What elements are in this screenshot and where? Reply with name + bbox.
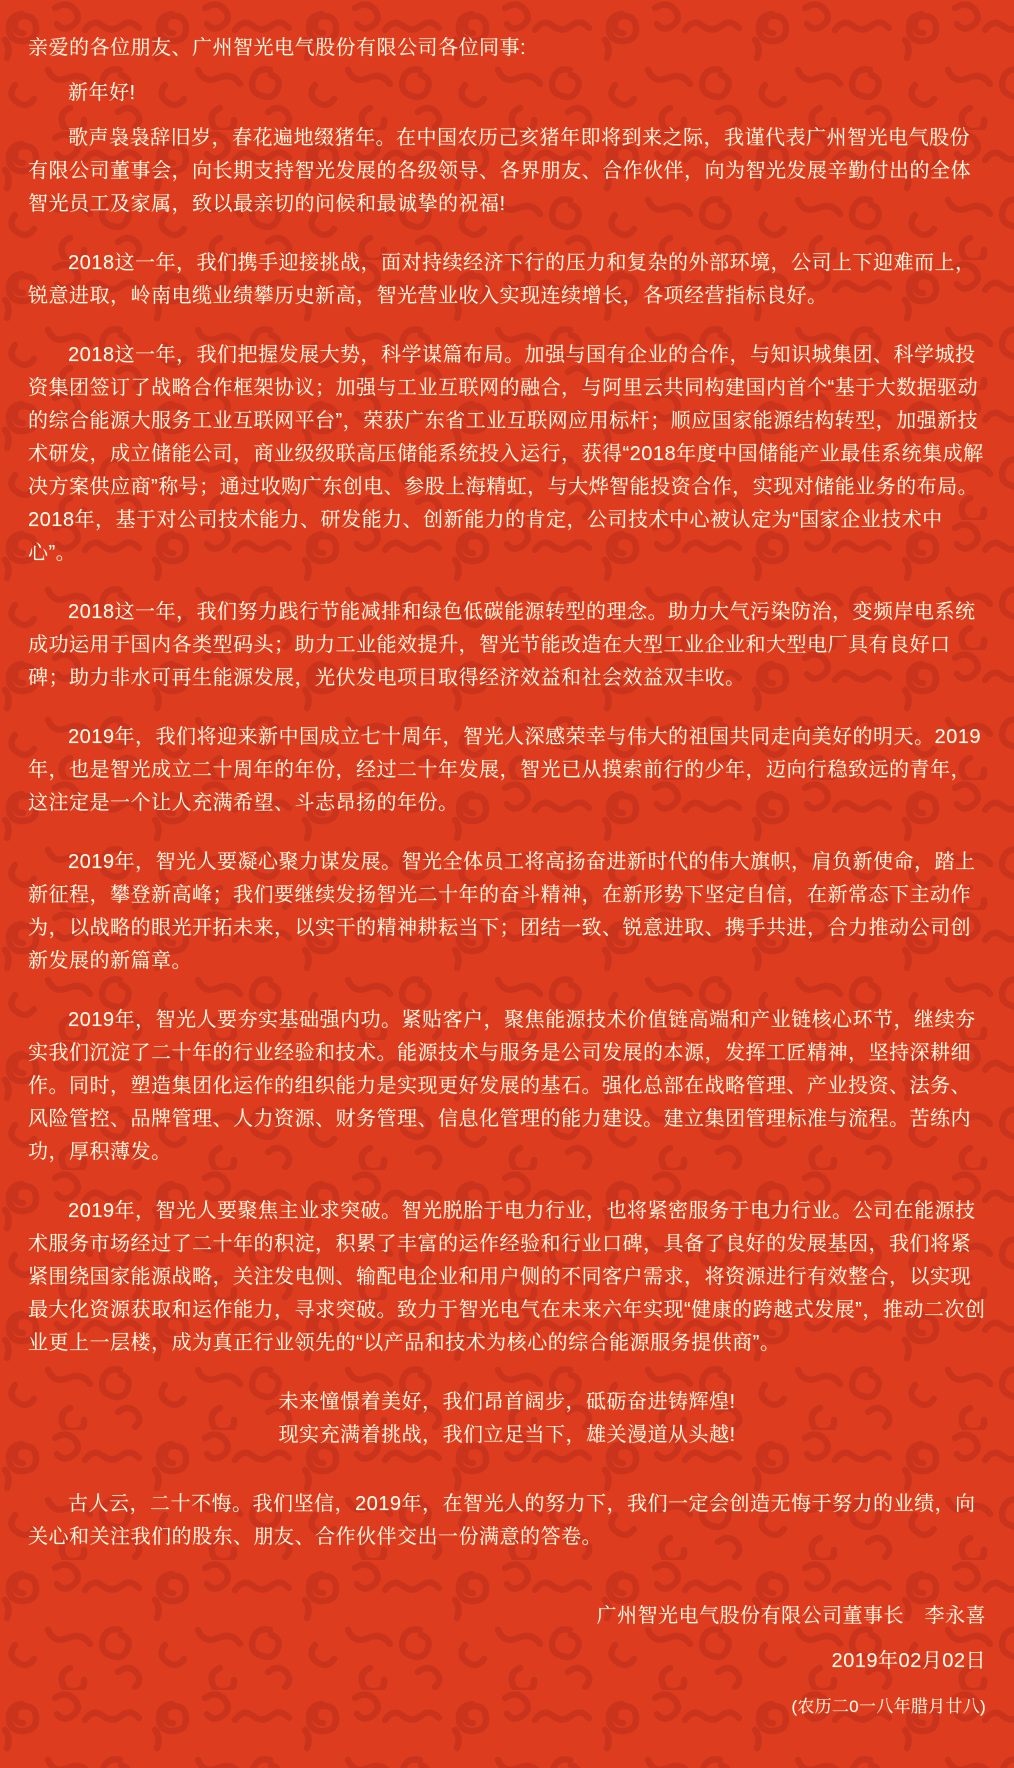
signature-date: 2019年02月02日 — [831, 1650, 986, 1672]
slogan-line-reality: 现实充满着挑战，我们立足当下，雄关漫道从头越! — [278, 1424, 736, 1446]
slogan-line-future: 未来憧憬着美好，我们昂首阔步，砥砺奋进铸辉煌! — [278, 1391, 736, 1413]
signature-lunar-date: (农历二0一八年腊月廿八) — [791, 1697, 986, 1716]
signature-signer: 广州智光电气股份有限公司董事长 李永喜 — [596, 1605, 986, 1627]
paragraph-2018-green-energy: 2018这一年，我们努力践行节能减排和绿色低碳能源转型的理念。助力大气污染防治，变频岸电系统成功运用于国内各类型码头；助力工业能效提升，智光节能改造在大型工业企业和大型电厂具有良好口碑；助力非水可再生能源发展，光伏发电项目取得经济效益和社会效益双丰收。 — [28, 601, 976, 689]
paragraph-2018-results: 2018这一年，我们携手迎接挑战，面对持续经济下行的压力和复杂的外部环境，公司上下迎难而上，锐意进取，岭南电缆业绩攀历史新高，智光营业收入实现连续增长，各项经营指标良好。 — [28, 252, 976, 307]
signature-block — [28, 1600, 986, 1723]
slogan-block — [28, 1386, 986, 1452]
paragraph-2019-anniversary: 2019年，我们将迎来新中国成立七十周年，智光人深感荣幸与伟大的祖国共同走向美好的明天。2019年，也是智光成立二十周年的年份，经过二十年发展，智光已从摸索前行的少年，迈向行稳致远的青年，这注定是一个让人充满希望、斗志昂扬的年份。 — [28, 726, 981, 814]
greeting: 新年好! — [68, 82, 136, 104]
paragraph-2019-development: 2019年，智光人要凝心聚力谋发展。智光全体员工将高扬奋进新时代的伟大旗帜，肩负新使命，踏上新征程，攀登新高峰；我们要继续发扬智光二十年的奋斗精神，在新形势下坚定自信，在新常态下主动作为，以战略的眼光开拓未来，以实干的精神耕耘当下；团结一致、锐意进取、携手共进，合力推动公司创新发展的新篇章。 — [28, 851, 976, 972]
paragraph-2019-breakthrough: 2019年，智光人要聚焦主业求突破。智光脱胎于电力行业，也将紧密服务于电力行业。公司在能源技术服务市场经过了二十年的积淀，积累了丰富的运作经验和行业口碑，具备了良好的发展基因，我们将紧紧围绕国家能源战略，关注发电侧、输配电企业和用户侧的不同客户需求，将资源进行有效整合，以实现最大化资源获取和运作能力，寻求突破。致力于智光电气在未来六年实现“健康的跨越式发展”，推动二次创业更上一层楼，成为真正行业领先的“以产品和技术为核心的综合能源服务提供商”。 — [28, 1200, 986, 1354]
salutation: 亲爱的各位朋友、广州智光电气股份有限公司各位同事: — [28, 37, 527, 59]
closing-paragraph: 古人云，二十不悔。我们坚信，2019年，在智光人的努力下，我们一定会创造无悔于努力的业绩，向关心和关注我们的股东、朋友、合作伙伴交出一份满意的答卷。 — [28, 1493, 976, 1548]
paragraph-opening: 歌声袅袅辞旧岁，春花遍地缀猪年。在中国农历己亥猪年即将到来之际，我谨代表广州智光电气股份有限公司董事会，向长期支持智光发展的各级领导、各界朋友、合作伙伴，向为智光发展辛勤付出的全体智光员工及家属，致以最亲切的问候和最诚挚的祝福! — [28, 127, 971, 215]
paragraph-2018-strategy: 2018这一年，我们把握发展大势，科学谋篇布局。加强与国有企业的合作，与知识城集团、科学城投资集团签订了战略合作框架协议；加强与工业互联网的融合，与阿里云共同构建国内首个“基于大数据驱动的综合能源大服务工业互联网平台”，荣获广东省工业互联网应用标杆；顺应国家能源结构转型，加强新技术研发，成立储能公司，商业级级联高压储能系统投入运行，获得“2018年度中国储能产业最佳系统集成解决方案供应商”称号；通过收购广东创电、参股上海精虹，与大烨智能投资合作，实现对储能业务的布局。2018年，基于对公司技术能力、研发能力、创新能力的肯定，公司技术中心被认定为“国家企业技术中心”。 — [28, 344, 984, 564]
paragraph-2019-foundation: 2019年，智光人要夯实基础强内功。紧贴客户，聚焦能源技术价值链高端和产业链核心环节，继续夯实我们沉淀了二十年的行业经验和技术。能源技术与服务是公司发展的本源，发挥工匠精神，坚持深耕细作。同时，塑造集团化运作的组织能力是实现更好发展的基石。强化总部在战略管理、产业投资、法务、风险管控、品牌管理、人力资源、财务管理、信息化管理的能力建设。建立集团管理标准与流程。苦练内功，厚积薄发。 — [28, 1009, 976, 1163]
